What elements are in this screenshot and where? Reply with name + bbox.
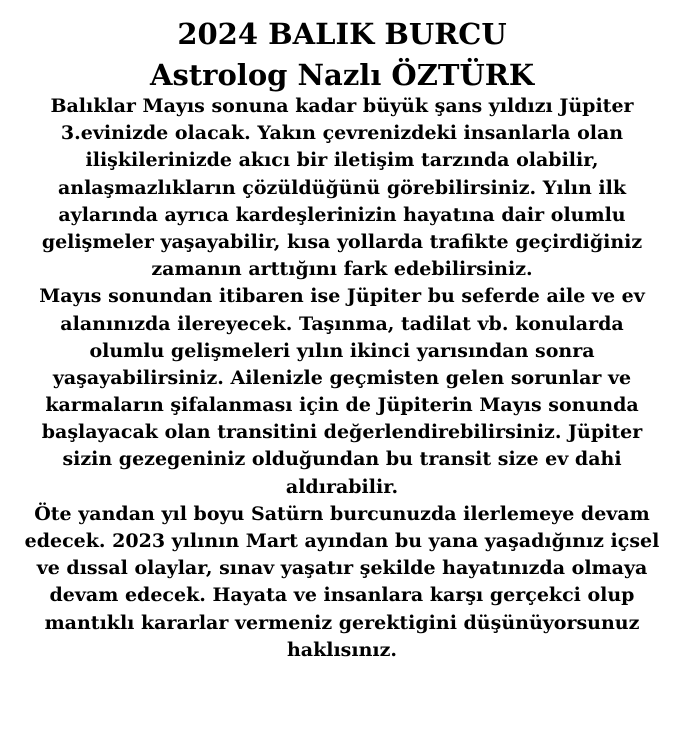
document-title: 2024 BALIK BURCU — [177, 17, 507, 51]
body-line: aylarında ayrıca kardeşlerinizin hayatına dair olumlu — [58, 203, 626, 226]
body-line: gelişmeler yaşayabilir, kısa yollarda trafikte geçirdiğiniz — [41, 230, 643, 253]
body-line: sizin gezegeniniz olduğundan bu transit size ev dahi — [62, 448, 622, 471]
body-line: aldırabilir. — [285, 475, 399, 498]
body-line: Öte yandan yıl boyu Satürn burcunuzda ilerlemeye devam — [34, 502, 650, 525]
body-line: Mayıs sonundan itibaren ise Jüpiter bu seferde aile ve ev — [39, 285, 645, 308]
body-line: alanınızda ilereyecek. Taşınma, tadilat vb. konularda — [60, 312, 624, 335]
body-line: Balıklar Mayıs sonuna kadar büyük şans yıldızı Jüpiter — [50, 95, 634, 117]
body-line: mantıklı kararlar vermeniz gerektigini düşünüyorsunuz — [44, 611, 640, 634]
author-subtitle: Astrolog Nazlı ÖZTÜRK — [149, 58, 535, 92]
body-line: başlayacak olan transitini değerlendirebilirsiniz. Jüpiter — [41, 421, 643, 444]
body-line: anlaşmazlıkların çözüldüğünü görebilirsiniz. Yılın ilk — [57, 176, 627, 199]
body-line: devam edecek. Hayata ve insanlara karşı gerçekci olup — [49, 584, 635, 607]
body-line: edecek. 2023 yılının Mart ayından bu yana yaşadığınız içsel — [24, 530, 660, 552]
body-line: ve dıssal olaylar, sınav yaşatır şekilde hayatınızda olmaya — [36, 557, 648, 580]
body-line: ilişkilerinizde akıcı bir iletişim tarzında olabilir, — [85, 149, 599, 172]
body-line: zamanın arttığını fark edebilirsiniz. — [151, 258, 533, 281]
body-line: 3.evinizde olacak. Yakın çevrenizdeki insanlarla olan — [60, 122, 624, 145]
body-line: olumlu gelişmeleri yılın ikinci yarısından sonra — [89, 339, 595, 362]
body-line: karmaların şifalanması için de Jüpiterin Mayıs sonunda — [45, 394, 639, 417]
body-line: haklısınız. — [286, 638, 398, 661]
body-line: yaşayabilirsiniz. Ailenizle geçmisten gelen sorunlar ve — [52, 366, 632, 389]
horoscope-body — [6, 93, 678, 664]
